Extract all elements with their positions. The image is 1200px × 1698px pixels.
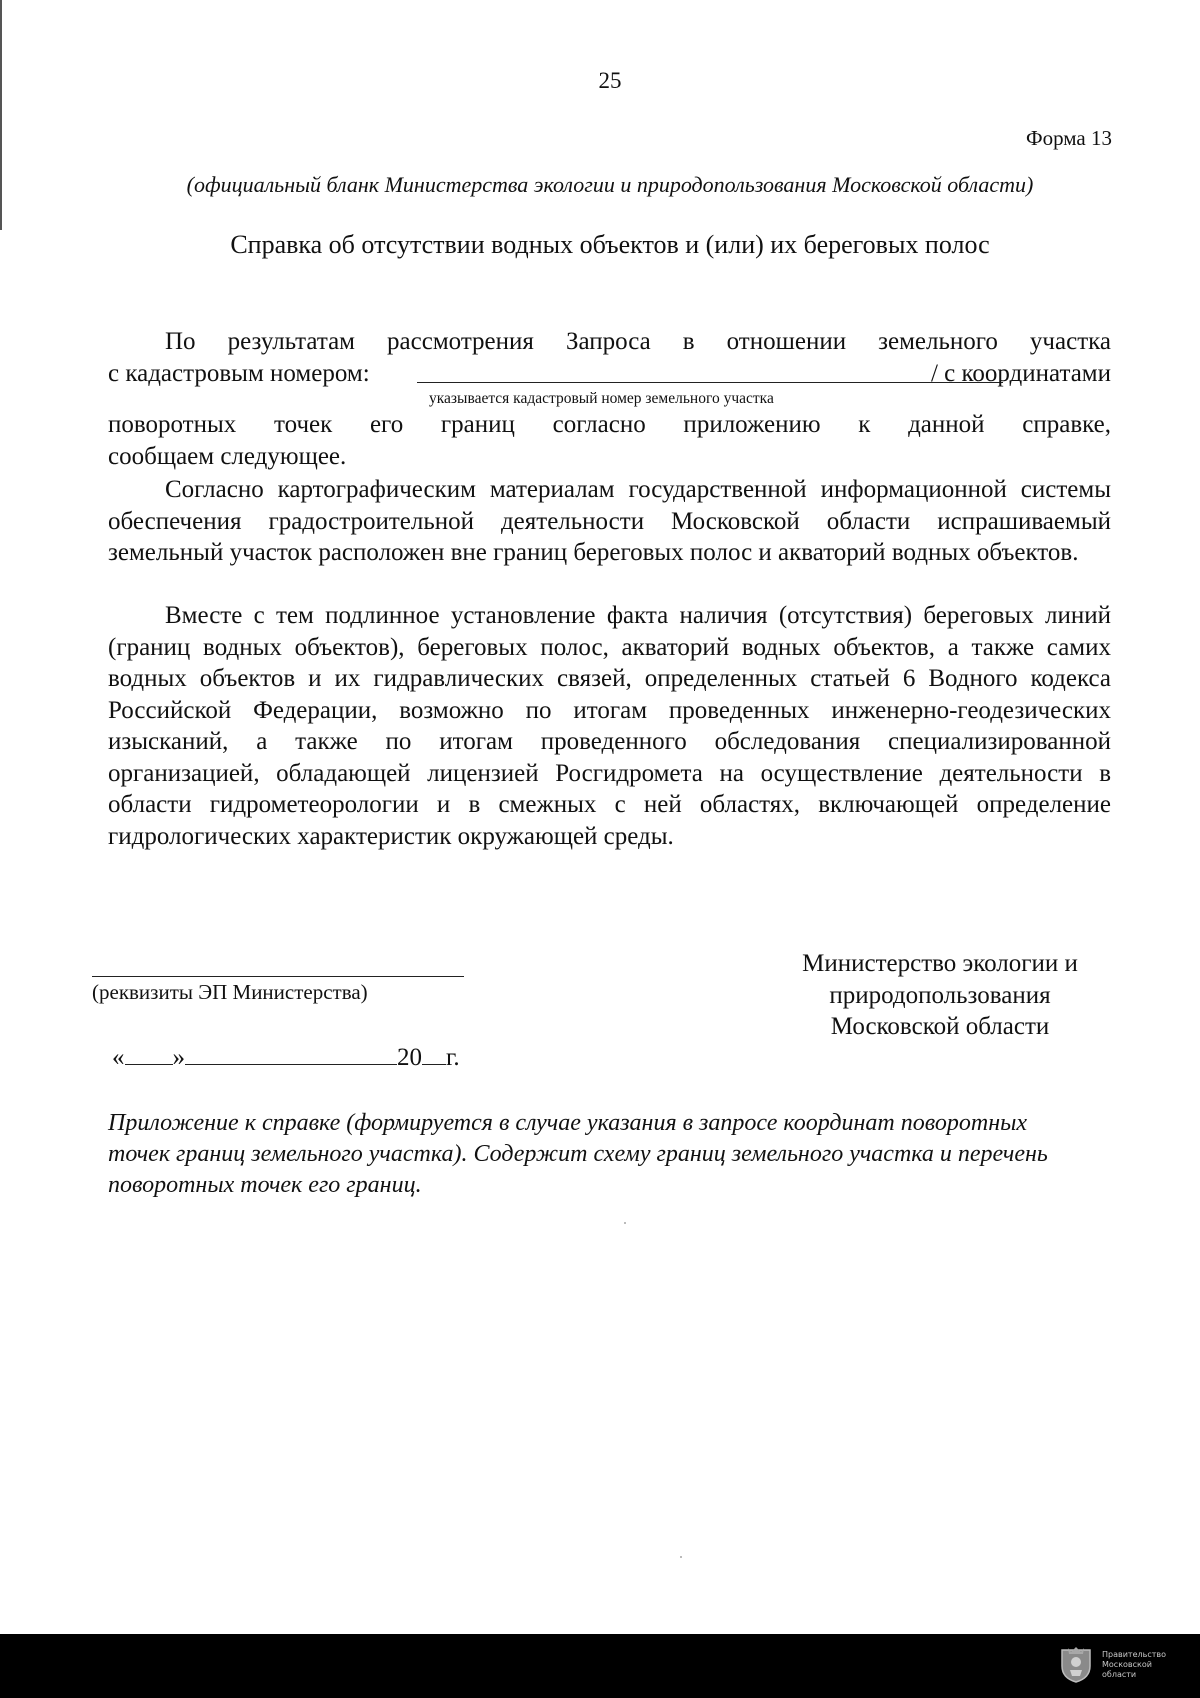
coat-of-arms-icon: [1058, 1646, 1094, 1684]
scan-speck: [680, 1556, 682, 1558]
appendix-note: Приложение к справке (формируется в случае указания в запросе координат поворотных точек границ земельного участка). Содержит схему границ земельного участка и перечень поворотных точек его границ.: [108, 1110, 1048, 1198]
paragraph1-line1: По результатам рассмотрения Запроса в отношении земельного участка: [165, 328, 1111, 355]
paragraph-water-objects-note: Вместе с тем подлинное установление факта наличия (отсутствия) береговых линий (границ водных объектов), береговых полос, акваторий водных объектов, а также самих водных объектов и их гидравлических связей, определенных статьей 6 Водного кодекса Российской Федерации, возможно по итогам проведенных инженерно-геодезических изысканий, а также по итогам проведенного обследования специализированной организацией, обладающей лицензией Росгидромета на осуществление деятельности в области гидрометеорологии и в смежных с ней областях, включающей определение гидрологических характеристик окружающей среды.: [108, 602, 1111, 850]
date-open-quote: «: [112, 1044, 125, 1071]
ministry-line-3: Московской области: [830, 1013, 1050, 1040]
year-suffix: г.: [446, 1044, 460, 1071]
paragraph-cartographic-materials: Согласно картографическим материалам государственной информационной системы обеспечения градостроительной деятельности Московской области испрашиваемый земельный участок расположен вне границ береговых полос и акваторий водных объектов.: [108, 476, 1111, 566]
scan-bottom-bar: [0, 1634, 1200, 1698]
watermark-line-1: Правительство: [1102, 1650, 1166, 1659]
official-blank-note: (официальный бланк Министерства экологии и природопользования Московской области): [186, 172, 1034, 197]
year-blank: [422, 1042, 446, 1065]
ministry-signature-block: [760, 948, 1120, 1043]
signature-blank-line: [92, 976, 464, 977]
paragraph1-line3: поворотных точек его границ согласно приложению к данной справке,: [108, 411, 1111, 438]
date-close-quote: »: [172, 1044, 185, 1071]
cadastral-label: с кадастровым номером:: [108, 359, 370, 387]
month-blank: [185, 1042, 397, 1065]
year-prefix: 20: [397, 1044, 422, 1071]
watermark-line-2: Московской области: [1102, 1660, 1152, 1679]
signature-caption: (реквизиты ЭП Министерства): [92, 980, 368, 1004]
date-line: [112, 1042, 460, 1072]
watermark-text: [1102, 1650, 1188, 1680]
cadastral-number-line: [108, 358, 1111, 390]
ministry-line-2: природопользования: [829, 981, 1051, 1009]
ministry-line-1: Министерство экологии и: [802, 950, 1078, 977]
day-blank: [125, 1042, 173, 1065]
document-title: Справка об отсутствии водных объектов и (или) их береговых полос: [230, 230, 990, 259]
form-label: Форма 13: [1026, 126, 1112, 150]
government-watermark: [1058, 1646, 1188, 1684]
cadastral-hint: указывается кадастровый номер земельного участка: [429, 390, 774, 407]
scan-speck: [624, 1222, 626, 1224]
paragraph-request-result: [108, 326, 1111, 472]
coordinates-label: / с координатами: [930, 359, 1111, 387]
page-number: 25: [598, 68, 622, 93]
paragraph1-line4: сообщаем следующее.: [108, 442, 347, 470]
cadastral-number-blank: [417, 382, 1003, 383]
